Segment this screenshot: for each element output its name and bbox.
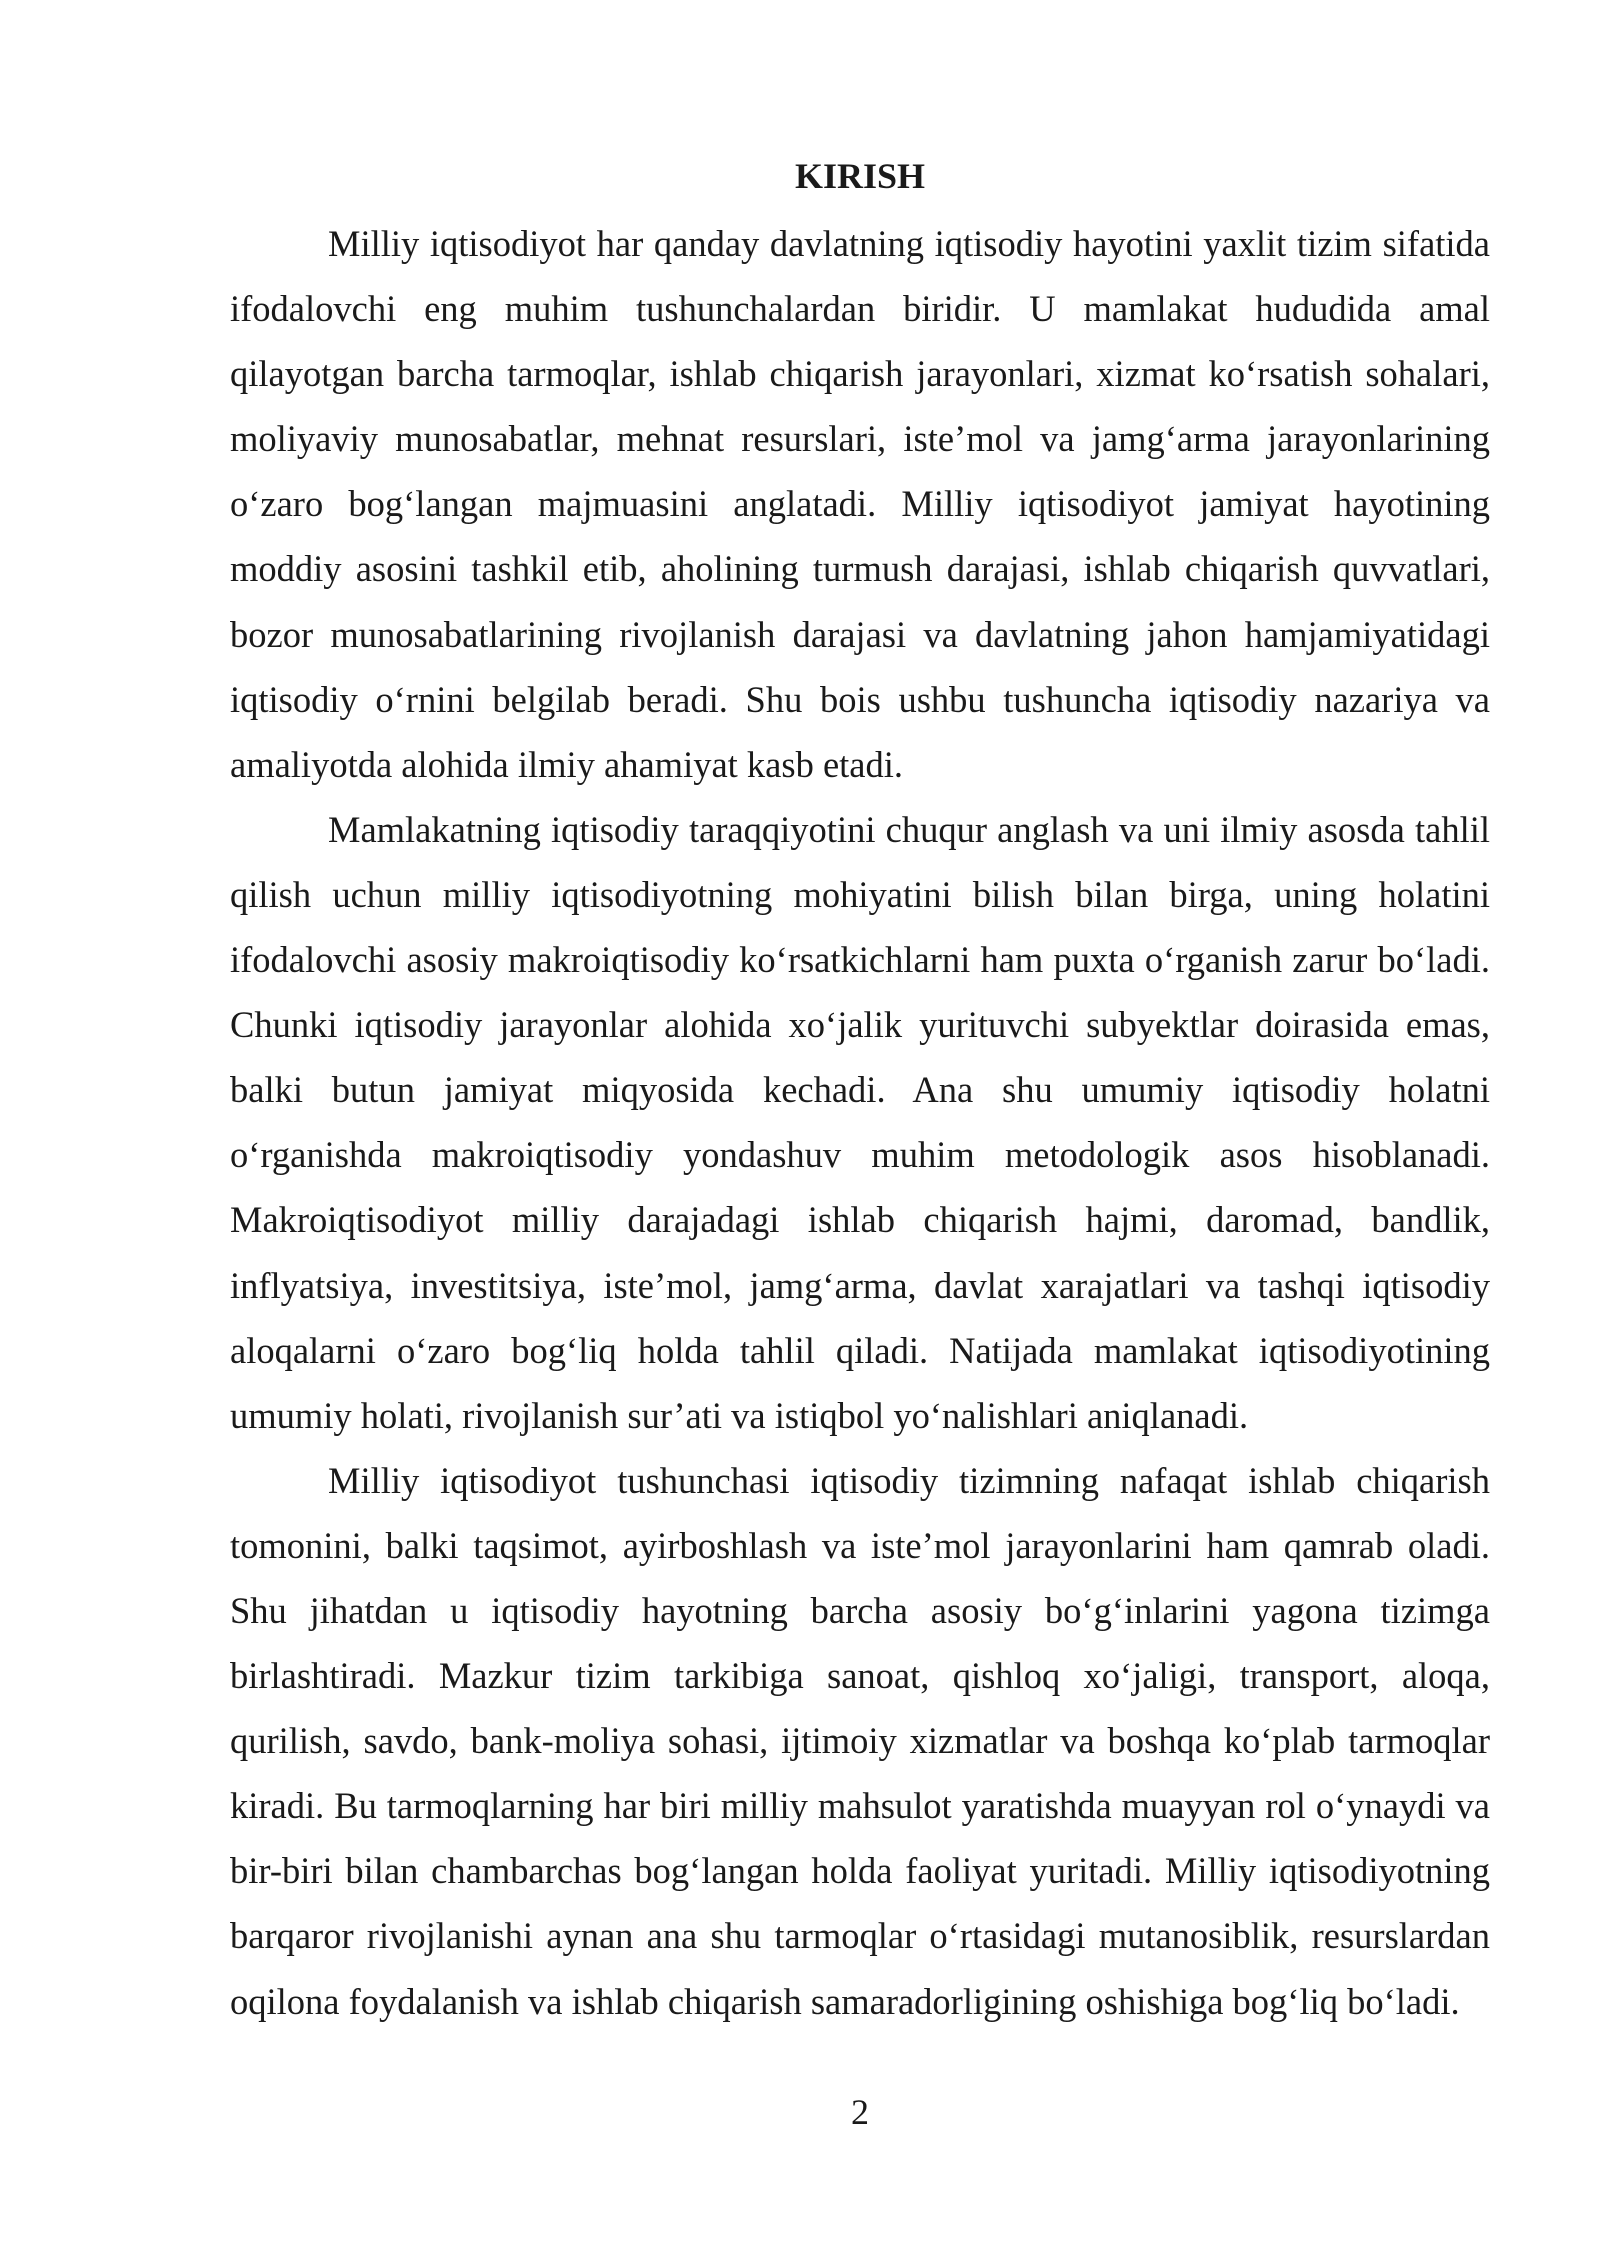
paragraph-2: Mamlakatning iqtisodiy taraqqiyotini chuqur anglash va uni ilmiy asosda tahlil qilish uchun milliy iqtisodiyotning mohiyatini bilish bilan birga, uning holatini ifodalovchi asosiy makroiqtisodiy ko‘rsatkichlarni ham puxta o‘rganish zarur bo‘ladi. Chunki iqtisodiy jarayonlar alohida xo‘jalik yurituvchi subyektlar doirasida emas, balki butun jamiyat miqyosida kechadi. Ana shu umumiy iqtisodiy holatni o‘rganishda makroiqtisodiy yondashuv muhim metodologik asos hisoblanadi. Makroiqtisodiyot milliy darajadagi ishlab chiqarish hajmi, daromad, bandlik, inflyatsiya, investitsiya, iste’mol, jamg‘arma, davlat xarajatlari va tashqi iqtisodiy aloqalarni o‘zaro bog‘liq holda tahlil qiladi. Natijada mamlakat iqtisodiyotining umumiy holati, rivojlanish sur’ati va istiqbol yo‘nalishlari aniqlanadi. xyxy=(230,808,1490,1436)
section-heading: KIRISH xyxy=(794,156,926,196)
document-body xyxy=(230,211,1490,2034)
paragraph-3: Milliy iqtisodiyot tushunchasi iqtisodiy tizimning nafaqat ishlab chiqarish tomonini, balki taqsimot, ayirboshlash va iste’mol jarayonlarini ham qamrab oladi. Shu jihatdan u iqtisodiy hayotning barcha asosiy bo‘g‘inlarini yagona tizimga birlashtiradi. Mazkur tizim tarkibiga sanoat, qishloq xo‘jaligi, transport, aloqa, qurilish, savdo, bank-moliya sohasi, ijtimoiy xizmatlar va boshqa ko‘plab tarmoqlar kiradi. Bu tarmoqlarning har biri milliy mahsulot yaratishda muayyan rol o‘ynaydi va bir-biri bilan chambarchas bog‘langan holda faoliyat yuritadi. Milliy iqtisodiyotning barqaror rivojlanishi aynan ana shu tarmoqlar o‘rtasidagi mutanosiblik, resurslardan oqilona foydalanish va ishlab chiqarish samaradorligining oshishiga bog‘liq bo‘ladi. xyxy=(230,1459,1490,2022)
paragraph-1: Milliy iqtisodiyot har qanday davlatning iqtisodiy hayotini yaxlit tizim sifatida ifodalovchi eng muhim tushunchalardan biridir. U mamlakat hududida amal qilayotgan barcha tarmoqlar, ishlab chiqarish jarayonlari, xizmat ko‘rsatish sohalari, moliyaviy munosabatlar, mehnat resurslari, iste’mol va jamg‘arma jarayonlarining o‘zaro bog‘langan majmuasini anglatadi. Milliy iqtisodiyot jamiyat hayotining moddiy asosini tashkil etib, aholining turmush darajasi, ishlab chiqarish quvvatlari, bozor munosabatlarining rivojlanish darajasi va davlatning jahon hamjamiyatidagi iqtisodiy o‘rnini belgilab beradi. Shu bois ushbu tushuncha iqtisodiy nazariya va amaliyotda alohida ilmiy ahamiyat kasb etadi. xyxy=(230,223,1490,785)
page-number: 2 xyxy=(851,2092,869,2132)
